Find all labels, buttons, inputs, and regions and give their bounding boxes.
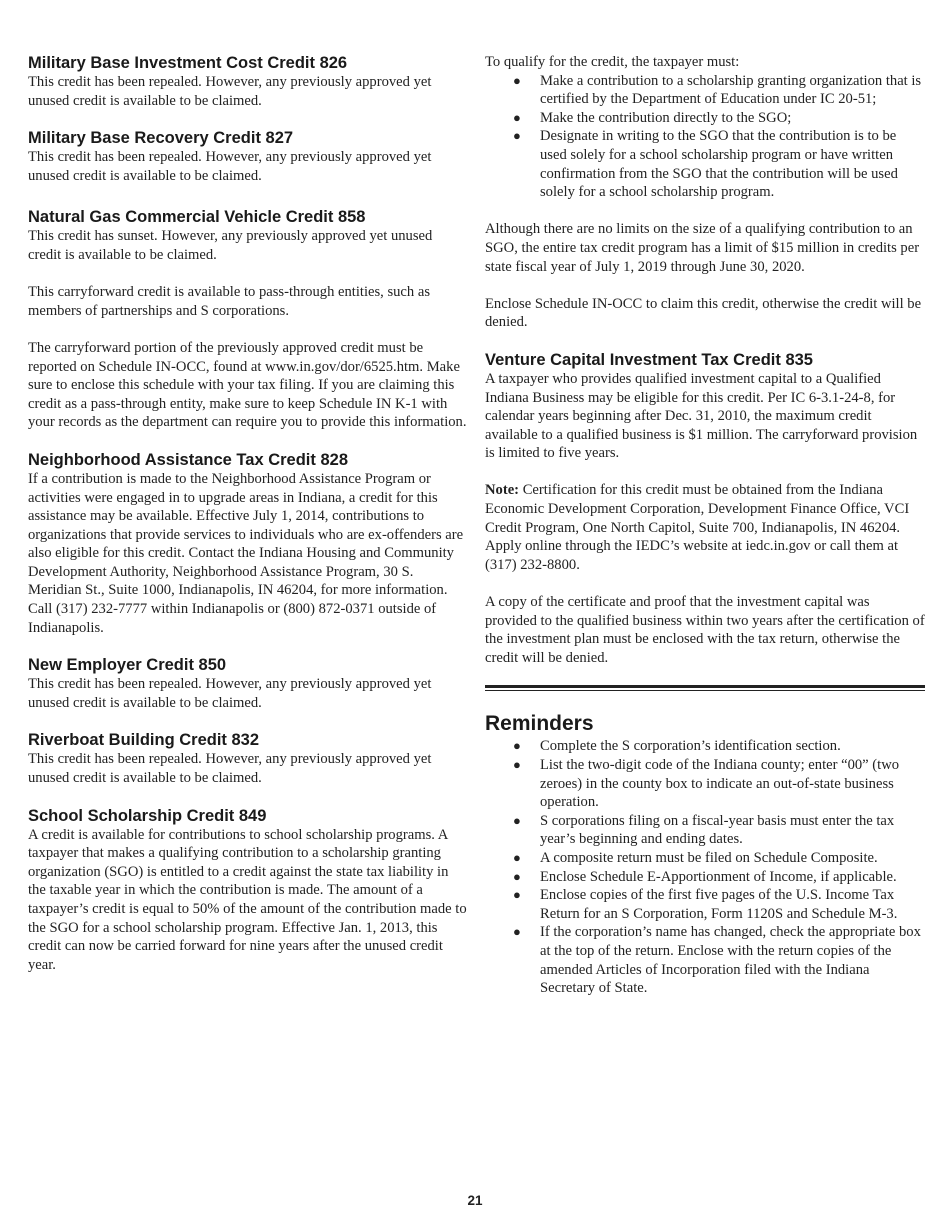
natural-gas-section [28, 207, 468, 432]
list-item: ● Complete the S corporation’s identification section. [513, 738, 841, 755]
note-label: Note: [485, 482, 520, 499]
list-item: ● Make a contribution to a scholarship granting organization that is certified by the Department of Education under IC 20-51; [513, 72, 922, 108]
list-item: ● S corporations filing on a fiscal-year basis must enter the tax year’s beginning and ending dates. [513, 812, 895, 848]
section-heading: School Scholarship Credit 849 [28, 806, 267, 825]
enclose-text: Enclose Schedule IN-OCC to claim this credit, otherwise the credit will be denied. [485, 295, 922, 331]
page-number: 21 [467, 1193, 483, 1208]
left-column [28, 53, 468, 974]
section-heading: Riverboat Building Credit 832 [28, 731, 260, 750]
list-item: ● Make the contribution directly to the SGO; [513, 109, 792, 126]
qualify-list [485, 72, 925, 202]
list-item: ● List the two-digit code of the Indiana county; enter “00” (two zeroes) in the county box to indicate an out-of-state business operation. [513, 757, 900, 811]
note-paragraph [485, 481, 925, 574]
bullet-icon: ● [513, 849, 521, 865]
note-text: Certification for this credit must be obtained from the Indiana Economic Development Corporation, Development Finance Office, VCI Credit Program, One North Capitol, Suite 700, Indianapolis, IN 46204. Apply online through the IEDC’s website at iedc.in.gov or call them at (317) 232-8800. [485, 482, 910, 573]
section-text: If a contribution is made to the Neighborhood Assistance Program or activities were engaged in to upgrade areas in Indiana, a credit for this assistance may be available. Effective July 1, 2014, contributions to organizations that provide services to individuals who are ex-offenders are also eligible for this credit. Contact the Indiana Housing and Community Development Authority, Neighborhood Assistance Program, 30 S. Meridian St., Suite 1000, Indianapolis, IN 46204, for more information. Call (317) 232-7777 within Indianapolis or (800) 872-0371 outside of Indianapolis. [28, 470, 464, 636]
section-text: A credit is available for contributions to school scholarship programs. A taxpayer that makes a qualifying contribution to a scholarship granting organization (SGO) is entitled to a credit against the state tax liability in the taxable year in which the contribution is made. The amount of a taxpayer’s credit is equal to 50% of the amount of the contribution made to the SGO for a school scholarship program. Effective Jan. 1, 2013, this credit can now be carried forward for nine years after the unused credit year. [28, 826, 467, 973]
section-text: This credit has been repealed. However, any previously approved yet unused credit is available to be claimed. [28, 149, 432, 184]
bullet-icon: ● [513, 812, 521, 828]
section-text: This credit has been repealed. However, any previously approved yet unused credit is available to be claimed. [28, 74, 432, 109]
bullet-icon: ● [513, 887, 521, 903]
military-base-recovery-section [28, 128, 468, 185]
list-item: ● A composite return must be filed on Schedule Composite. [513, 849, 878, 866]
school-scholarship-section [28, 806, 468, 975]
bullet-icon: ● [513, 757, 521, 772]
qualify-intro: To qualify for the credit, the taxpayer must: [485, 54, 740, 70]
section-text: The carryforward portion of the previously approved credit must be reported on Schedule IN-OCC, found at www.in.gov/dor/6525.htm. Make sure to enclose this schedule with your tax filing. If you are claiming this credit as a pass-through entity, make sure to keep Schedule IN K-1 with your records as the department can require you to provide this information. [28, 339, 467, 431]
section-heading: New Employer Credit 850 [28, 656, 227, 675]
section-heading: Natural Gas Commercial Vehicle Credit 858 [28, 208, 366, 227]
section-divider [485, 685, 925, 691]
reminders-list [485, 737, 925, 997]
bullet-icon: ● [513, 868, 521, 884]
list-item: ● Enclose copies of the first five pages of the U.S. Income Tax Return for an S Corporation, Form 1120S and Schedule M-3. [513, 887, 898, 922]
section-text: This carryforward credit is available to pass-through entities, such as members of partnerships and S corporations. [28, 284, 431, 319]
bullet-icon: ● [513, 72, 521, 88]
section-heading: Military Base Investment Cost Credit 826 [28, 54, 348, 72]
right-column [485, 53, 925, 998]
bullet-icon: ● [513, 109, 521, 125]
new-employer-section [28, 655, 468, 712]
military-base-investment-section [28, 53, 468, 110]
venture-capital-section [485, 350, 925, 668]
reminders-heading: Reminders [485, 712, 594, 736]
section-text: This credit has been repealed. However, any previously approved yet unused credit is available to be claimed. [28, 676, 432, 711]
section-text: A taxpayer who provides qualified investment capital to a Qualified Indiana Business may be eligible for this credit. Per IC 6-3.1-24-8, for calendar years beginning after Dec. 31, 2010, the maximum credit available to a qualified business is $1 million. The carryforward provision is limited to five years. [485, 370, 918, 462]
bullet-icon: ● [513, 128, 521, 144]
reminders-section [485, 711, 925, 997]
limits-text: Although there are no limits on the size of a qualifying contribution to an SGO, the entire tax credit program has a limit of $15 million in credits per state fiscal year of July 1, 2019 through June 30, 2020. [485, 221, 920, 275]
section-text: This credit has sunset. However, any previously approved yet unused credit is available to be claimed. [28, 228, 433, 263]
list-item: ● If the corporation’s name has changed, check the appropriate box at the top of the return. Enclose with the return copies of the amended Articles of Incorporation filed with the Indiana Secretary of State. [513, 924, 921, 997]
bullet-icon: ● [513, 738, 521, 754]
bullet-icon: ● [513, 924, 521, 940]
neighborhood-assistance-section [28, 450, 468, 637]
section-heading: Neighborhood Assistance Tax Credit 828 [28, 450, 348, 469]
section-text: This credit has been repealed. However, any previously approved yet unused credit is available to be claimed. [28, 751, 432, 787]
section-heading: Venture Capital Investment Tax Credit 835 [485, 350, 813, 369]
riverboat-section [28, 730, 468, 787]
section-heading: Military Base Recovery Credit 827 [28, 129, 294, 148]
section-text: A copy of the certificate and proof that the investment capital was provided to the qualified business within two years after the certification of the investment plan must be enclosed with the tax return, otherwise the credit will be denied. [485, 594, 925, 666]
list-item: ● Designate in writing to the SGO that the contribution is to be used solely for a school scholarship program or have written confirmation from the SGO that the contribution will be used solely for a school scholarship program. [513, 128, 898, 201]
list-item: ● Enclose Schedule E-Apportionment of Income, if applicable. [513, 868, 897, 885]
